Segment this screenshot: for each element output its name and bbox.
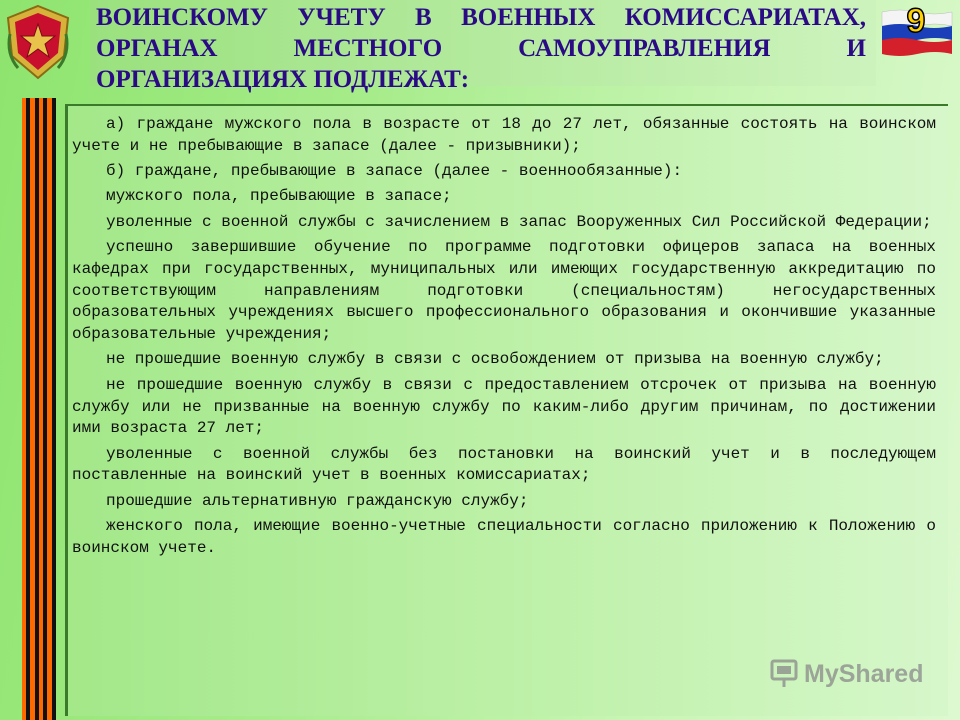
paragraph: прошедшие альтернативную гражданскую службу; (106, 491, 529, 510)
paragraph: уволенные с военной службы с зачислением в запас Вооруженных Сил Российской Федерации; (106, 212, 932, 231)
paragraph: б) граждане, пребывающие в запасе (далее - военнообязанные): (106, 162, 683, 181)
title-line-1: ВОИНСКОМУ УЧЕТУ В ВОЕННЫХ КОМИССАРИАТАХ, (96, 4, 866, 31)
paragraph: мужского пола, пребывающие в запасе; (106, 187, 452, 206)
title-line-2: ОРГАНАХ МЕСТНОГО САМОУПРАВЛЕНИЯ И (96, 35, 866, 62)
slide-title (96, 2, 866, 95)
paragraph: не прошедшие военную службу в связи с освобождением от призыва на военную службу; (106, 350, 884, 369)
paragraph: а) граждане мужского пола в возрасте от 18 до 27 лет, обязанные состоять на воинском учете и не пребывающие в запасе (далее - призывники); (72, 115, 936, 155)
paragraph: женского пола, имеющие военно-учетные специальности согласно приложению к Положению о воинском учете. (72, 517, 936, 557)
paragraph: успешно завершившие обучение по программе подготовки офицеров запаса на военных кафедрах при государственных, муниципальных или имеющих государственную аккредитацию по соответствующим направлениям подготовки (специальностям) негосударственных образовательных учреждениях высшего профессионального образования и окончившие указанные образовательные учреждения; (72, 237, 936, 344)
paragraph: уволенные с военной службы без постановки на воинский учет и в последующем поставленные на воинский учет в военных комиссариатах; (72, 444, 936, 485)
military-emblem-icon (4, 4, 72, 80)
page-number: 9 (906, 2, 926, 40)
st-george-ribbon (22, 98, 56, 720)
title-line-3: ОРГАНИЗАЦИЯХ ПОДЛЕЖАТ: (96, 66, 470, 93)
body-text (72, 114, 936, 563)
watermark (770, 656, 923, 692)
watermark-text: MyShared (804, 659, 924, 688)
paragraph: не прошедшие военную службу в связи с предоставлением отсрочек от призыва на военную службу или не призванные на военную службу по каким-либо другим причинам, по достижении ими возраста 27 лет; (72, 375, 936, 438)
presentation-icon (770, 659, 798, 689)
